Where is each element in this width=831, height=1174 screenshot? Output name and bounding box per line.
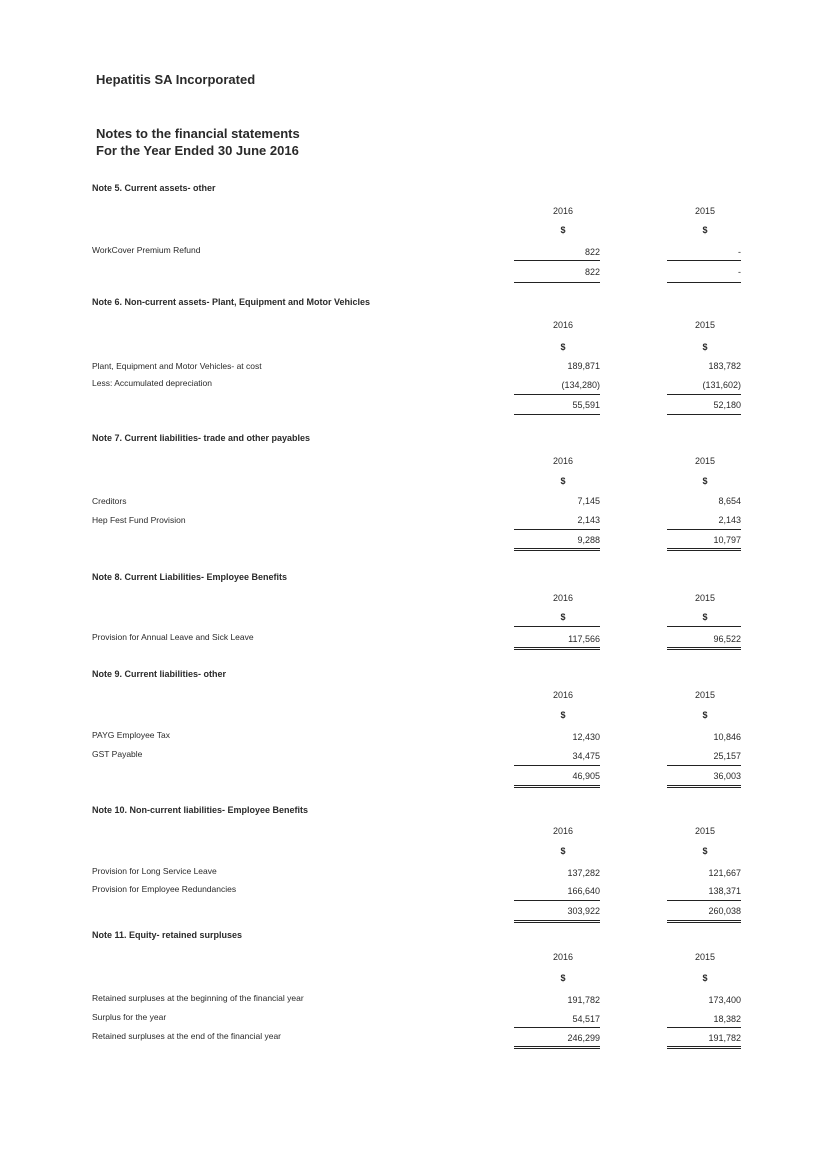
note10-currency-2015: $ xyxy=(702,846,708,856)
note6-total-2015: 52,180 xyxy=(713,400,741,410)
note9-total-rule-2016 xyxy=(514,785,600,788)
note10-rule-2015 xyxy=(667,900,741,901)
note8-heading: Note 8. Current Liabilities- Employee Benefits xyxy=(92,572,288,582)
note7-year-2015: 2015 xyxy=(694,456,716,466)
note9-rule-2015 xyxy=(667,765,741,766)
note11-row3-2015: 191,782 xyxy=(708,1033,741,1043)
note10-total-2016: 303,922 xyxy=(567,906,600,916)
note10-year-2016: 2016 xyxy=(552,826,574,836)
note11-currency-2016: $ xyxy=(560,973,566,983)
note10-row2-2016: 166,640 xyxy=(567,886,600,896)
note7-total-rule-2015 xyxy=(667,548,741,551)
period-title: For the Year Ended 30 June 2016 xyxy=(96,143,299,158)
note5-row-2015: - xyxy=(738,247,741,257)
note8-total-rule-2015 xyxy=(667,647,741,650)
note9-total-rule-2015 xyxy=(667,785,741,788)
note6-row1-2015: 183,782 xyxy=(708,361,741,371)
note5-row-label: WorkCover Premium Refund xyxy=(92,245,201,255)
note11-heading: Note 11. Equity- retained surpluses xyxy=(92,930,243,940)
note10-row1-2016: 137,282 xyxy=(567,868,600,878)
note8-total-rule-2016 xyxy=(514,647,600,650)
note9-year-2015: 2015 xyxy=(694,690,716,700)
note10-row2-2015: 138,371 xyxy=(708,886,741,896)
note10-row1-label: Provision for Long Service Leave xyxy=(92,866,217,876)
note5-year-2016: 2016 xyxy=(552,206,574,216)
note7-year-2016: 2016 xyxy=(552,456,574,466)
note11-total-rule-2016 xyxy=(514,1046,600,1049)
note5-rule-2016 xyxy=(514,260,600,261)
note10-row2-label: Provision for Employee Redundancies xyxy=(92,884,237,894)
note11-rule-2016 xyxy=(514,1027,600,1028)
note7-heading: Note 7. Current liabilities- trade and other payables xyxy=(92,433,311,443)
note5-rule-2015 xyxy=(667,260,741,261)
note6-row1-2016: 189,871 xyxy=(567,361,600,371)
note5-total-rule-2016 xyxy=(514,282,600,283)
note5-row-2016: 822 xyxy=(584,247,600,257)
note8-currency-2015: $ xyxy=(702,612,708,622)
note11-row3-label: Retained surpluses at the end of the financial year xyxy=(92,1031,282,1041)
note7-currency-2016: $ xyxy=(560,476,566,486)
note7-total-rule-2016 xyxy=(514,548,600,551)
note8-row-2015: 96,522 xyxy=(713,634,741,644)
note5-year-2015: 2015 xyxy=(694,206,716,216)
note5-total-2015: - xyxy=(738,267,741,277)
note5-total-2016: 822 xyxy=(584,267,600,277)
note11-row1-2016: 191,782 xyxy=(567,995,600,1005)
note9-heading: Note 9. Current liabilities- other xyxy=(92,669,227,679)
notes-title: Notes to the financial statements xyxy=(96,126,300,141)
note6-row2-2016: (134,280) xyxy=(561,380,600,390)
note11-total-rule-2015 xyxy=(667,1046,741,1049)
note5-heading: Note 5. Current assets- other xyxy=(92,183,216,193)
note11-year-2015: 2015 xyxy=(694,952,716,962)
note11-year-2016: 2016 xyxy=(552,952,574,962)
organisation-name: Hepatitis SA Incorporated xyxy=(96,72,256,87)
note6-total-rule-2016 xyxy=(514,414,600,415)
note6-row2-2015: (131,602) xyxy=(702,380,741,390)
note9-total-2016: 46,905 xyxy=(572,771,600,781)
note11-currency-2015: $ xyxy=(702,973,708,983)
note7-rule-2015 xyxy=(667,529,741,530)
note6-total-2016: 55,591 xyxy=(572,400,600,410)
note7-row1-label: Creditors xyxy=(92,496,127,506)
note11-row2-2015: 18,382 xyxy=(713,1014,741,1024)
note6-row1-label: Plant, Equipment and Motor Vehicles- at cost xyxy=(92,361,262,371)
note10-row1-2015: 121,667 xyxy=(708,868,741,878)
note9-row2-2016: 34,475 xyxy=(572,751,600,761)
note11-row2-label: Surplus for the year xyxy=(92,1012,167,1022)
note7-total-2015: 10,797 xyxy=(713,535,741,545)
note7-row1-2015: 8,654 xyxy=(718,496,741,506)
note10-currency-2016: $ xyxy=(560,846,566,856)
note9-currency-2016: $ xyxy=(560,710,566,720)
note6-currency-2016: $ xyxy=(560,342,566,352)
note7-row2-2015: 2,143 xyxy=(718,515,741,525)
note8-currency-2016: $ xyxy=(560,612,566,622)
note7-rule-2016 xyxy=(514,529,600,530)
note10-total-rule-2015 xyxy=(667,920,741,923)
note9-rule-2016 xyxy=(514,765,600,766)
note8-year-2016: 2016 xyxy=(552,593,574,603)
note5-currency-2016: $ xyxy=(560,225,566,235)
note9-row2-label: GST Payable xyxy=(92,749,143,759)
note9-year-2016: 2016 xyxy=(552,690,574,700)
notes-title-block xyxy=(96,125,300,159)
note10-total-2015: 260,038 xyxy=(708,906,741,916)
note11-row2-2016: 54,517 xyxy=(572,1014,600,1024)
note7-row2-2016: 2,143 xyxy=(577,515,600,525)
note9-total-2015: 36,003 xyxy=(713,771,741,781)
note9-row1-2015: 10,846 xyxy=(713,732,741,742)
note8-row-label: Provision for Annual Leave and Sick Leave xyxy=(92,632,254,642)
note6-currency-2015: $ xyxy=(702,342,708,352)
note11-row1-label: Retained surpluses at the beginning of the financial year xyxy=(92,993,304,1003)
note10-heading: Note 10. Non-current liabilities- Employee Benefits xyxy=(92,805,309,815)
note8-row-2016: 117,566 xyxy=(568,634,600,644)
note8-rule-2015 xyxy=(667,626,741,627)
note6-heading: Note 6. Non-current assets- Plant, Equipment and Motor Vehicles xyxy=(92,297,371,307)
note7-total-2016: 9,288 xyxy=(577,535,600,545)
note6-total-rule-2015 xyxy=(667,414,741,415)
note9-row1-2016: 12,430 xyxy=(572,732,600,742)
note7-row1-2016: 7,145 xyxy=(577,496,600,506)
note10-rule-2016 xyxy=(514,900,600,901)
note9-row2-2015: 25,157 xyxy=(713,751,741,761)
note8-rule-2016 xyxy=(514,626,600,627)
note7-row2-label: Hep Fest Fund Provision xyxy=(92,515,186,525)
note10-year-2015: 2015 xyxy=(694,826,716,836)
note8-year-2015: 2015 xyxy=(694,593,716,603)
note5-currency-2015: $ xyxy=(702,225,708,235)
note6-year-2015: 2015 xyxy=(694,320,716,330)
note6-rule-2016 xyxy=(514,394,600,395)
note7-currency-2015: $ xyxy=(702,476,708,486)
note11-rule-2015 xyxy=(667,1027,741,1028)
note9-row1-label: PAYG Employee Tax xyxy=(92,730,170,740)
note11-row1-2015: 173,400 xyxy=(708,995,741,1005)
note6-row2-label: Less: Accumulated depreciation xyxy=(92,378,213,388)
note5-total-rule-2015 xyxy=(667,282,741,283)
note9-currency-2015: $ xyxy=(702,710,708,720)
note6-year-2016: 2016 xyxy=(552,320,574,330)
note11-row3-2016: 246,299 xyxy=(567,1033,600,1043)
note10-total-rule-2016 xyxy=(514,920,600,923)
note6-rule-2015 xyxy=(667,394,741,395)
